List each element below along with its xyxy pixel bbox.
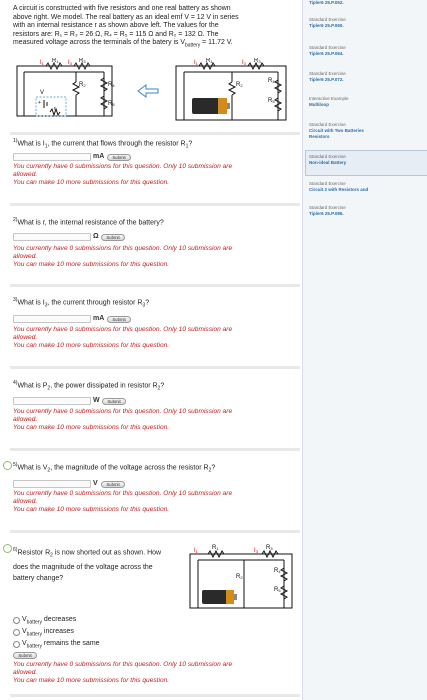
svg-text:R4: R4 bbox=[108, 82, 115, 88]
answer-input-3[interactable] bbox=[13, 315, 91, 323]
submission-feedback: You currently have 0 submissions for this question. Only 10 submission are allowed. You can make 10 more submissions for this question. bbox=[13, 661, 233, 684]
svg-text:R2: R2 bbox=[236, 574, 243, 580]
sidebar-item-name[interactable]: Tipler6 25.P.072. bbox=[309, 77, 344, 82]
intro-line: above right. We model. The real battery as an ideal emf V = 12 V in series bbox=[13, 13, 239, 21]
submission-feedback: You currently have 0 submissions for this question. Only 10 submission are allowed. You can make 10 more submissions for this question. bbox=[13, 326, 233, 349]
svg-text:R1: R1 bbox=[212, 545, 219, 551]
answer-input-4[interactable] bbox=[13, 397, 91, 405]
svg-text:R2: R2 bbox=[79, 82, 86, 88]
question-2-text: $^{2)}$What is r, the internal resistance of the battery? bbox=[13, 217, 164, 227]
answer-input-5[interactable] bbox=[13, 480, 91, 488]
sidebar-item[interactable] bbox=[309, 181, 426, 193]
option-radio[interactable] bbox=[13, 641, 20, 648]
battery-icon bbox=[192, 98, 230, 114]
shorted-circuit-diagram bbox=[188, 542, 300, 612]
sidebar-item-category: Standard Exercise bbox=[309, 205, 346, 210]
svg-text:r: r bbox=[54, 106, 56, 112]
sidebar-item-name[interactable]: Tipler6 25.P.064. bbox=[309, 51, 344, 56]
unit-label: mA bbox=[93, 153, 105, 160]
svg-text:V: V bbox=[40, 90, 45, 96]
question-5-text: $^{5)}$What is $V_2$, the magnitude of the voltage across the resistor $R_2$? bbox=[13, 462, 216, 474]
sidebar-item-category: Standard Exercise bbox=[309, 181, 346, 186]
unit-label: Ω bbox=[93, 233, 99, 240]
option-label[interactable]: $V_{battery}$ decreases bbox=[22, 616, 77, 626]
question-4-text: $^{4)}$What is $P_2$, the power dissipated in resistor $R_2$? bbox=[13, 380, 165, 392]
option-label[interactable]: $V_{battery}$ remains the same bbox=[22, 640, 100, 650]
unit-label: W bbox=[93, 397, 100, 404]
option-radio[interactable] bbox=[13, 629, 20, 636]
sidebar-item-category: Standard Exercise bbox=[309, 45, 346, 50]
intro-line: with an internal resistance r as shown above left. The values for the bbox=[13, 22, 219, 30]
svg-text:R5: R5 bbox=[268, 98, 275, 104]
question-1-text: $^{1)}$What is $I_1$, the current that flows through the resistor $R_1$? bbox=[13, 138, 193, 150]
sidebar-item-name[interactable]: Multiloop bbox=[309, 102, 329, 107]
battery-icon bbox=[202, 590, 237, 604]
option-radio[interactable] bbox=[13, 617, 20, 624]
submission-feedback: You currently have 0 submissions for this question. Only 10 submission are allowed. You can make 10 more submissions for this question. bbox=[13, 245, 233, 268]
sidebar-item-category: Standard Exercise bbox=[309, 154, 346, 159]
separator bbox=[10, 448, 300, 451]
problem-statement bbox=[13, 5, 295, 50]
svg-text:R1: R1 bbox=[52, 58, 59, 64]
sidebar-item-category: Interactive Example bbox=[309, 96, 349, 101]
svg-text:R5: R5 bbox=[108, 101, 115, 107]
separator bbox=[10, 132, 300, 135]
submission-feedback: You currently have 0 submissions for this question. Only 10 submission are allowed. You can make 10 more submissions for this question. bbox=[13, 163, 233, 186]
sidebar-item-category: Standard Exercise bbox=[309, 71, 346, 76]
unit-label: V bbox=[93, 480, 98, 487]
sidebar-item[interactable] bbox=[309, 45, 426, 57]
svg-text:+: + bbox=[38, 100, 41, 106]
submission-feedback: You currently have 0 submissions for this question. Only 10 submission are allowed. You can make 10 more submissions for this question. bbox=[13, 490, 233, 513]
sidebar-item-name[interactable]: Tipler6 25.P.060. bbox=[309, 23, 344, 28]
sidebar-item-name[interactable]: Non-ideal Battery bbox=[309, 160, 347, 165]
question-status-icon bbox=[3, 461, 12, 470]
option-label[interactable]: $V_{battery}$ increases bbox=[22, 628, 74, 638]
sidebar-item-name[interactable]: Resistors bbox=[309, 134, 330, 139]
circuit-diagram bbox=[16, 58, 292, 126]
svg-text:I1: I1 bbox=[194, 60, 198, 66]
separator bbox=[10, 284, 300, 287]
svg-text:I3: I3 bbox=[254, 548, 258, 554]
svg-text:R2: R2 bbox=[236, 82, 243, 88]
svg-text:R3: R3 bbox=[79, 58, 86, 64]
submission-feedback: You currently have 0 submissions for this question. Only 10 submission are allowed. You can make 10 more submissions for this question. bbox=[13, 408, 233, 431]
sidebar-item[interactable] bbox=[309, 205, 426, 217]
answer-input-1[interactable] bbox=[13, 153, 91, 161]
submit-button[interactable]: Submit bbox=[101, 234, 125, 241]
separator bbox=[10, 530, 300, 533]
separator bbox=[10, 694, 300, 697]
answer-input-2[interactable] bbox=[13, 233, 91, 241]
separator bbox=[10, 203, 300, 206]
submit-button[interactable]: Submit bbox=[13, 652, 37, 659]
unit-label: mA bbox=[93, 315, 105, 322]
sidebar-item-name[interactable]: Tipler6 25.P.052. bbox=[309, 0, 344, 5]
submit-button[interactable]: Submit bbox=[101, 481, 125, 488]
submit-button[interactable]: Submit bbox=[107, 154, 131, 161]
sidebar-item[interactable] bbox=[309, 17, 426, 29]
sidebar-item-category: Standard Exercise bbox=[309, 122, 346, 127]
svg-text:I1: I1 bbox=[194, 548, 198, 554]
submit-button[interactable]: Submit bbox=[107, 316, 131, 323]
svg-text:R3: R3 bbox=[254, 58, 261, 64]
svg-text:R1: R1 bbox=[206, 58, 213, 64]
sidebar-item-name[interactable]: Tipler6 25.P.086. bbox=[309, 211, 344, 216]
sidebar bbox=[302, 0, 427, 700]
submit-button[interactable]: Submit bbox=[102, 398, 126, 405]
intro-line: measured voltage across the terminals of the batery is $V_{battery} = 11.72$ V. bbox=[13, 39, 233, 49]
intro-line: A circuit is constructed with five resistors and one real battery as shown bbox=[13, 5, 231, 12]
question-status-icon bbox=[3, 544, 12, 553]
question-3-text: $^{3)}$What is $I_3$, the current through resistor $R_3$? bbox=[13, 297, 150, 309]
svg-text:R3: R3 bbox=[266, 545, 273, 551]
svg-text:I3: I3 bbox=[68, 60, 72, 66]
svg-text:R4: R4 bbox=[274, 568, 281, 574]
sidebar-item-name[interactable]: Circuit with Two Batteries bbox=[309, 128, 364, 133]
label-i1: I1 bbox=[40, 60, 44, 66]
svg-text:R5: R5 bbox=[274, 587, 281, 593]
arrow-left-icon bbox=[138, 85, 158, 97]
sidebar-item[interactable] bbox=[309, 96, 426, 108]
separator bbox=[10, 366, 300, 369]
sidebar-item-active[interactable] bbox=[309, 154, 426, 166]
svg-text:I3: I3 bbox=[242, 60, 246, 66]
question-6-text: $^{6)}$Resistor $R_2$ is now shorted out as shown. How does the magnitude of the voltage across the battery change? bbox=[13, 547, 162, 582]
intro-line: resistors are: R₁ = R₃ = 26 Ω, R₄ = R₅ = 115 Ω and R₂ = 132 Ω. The bbox=[13, 30, 219, 38]
sidebar-item[interactable] bbox=[309, 122, 426, 140]
sidebar-item[interactable] bbox=[309, 71, 426, 83]
sidebar-item[interactable] bbox=[309, 0, 426, 6]
svg-text:R4: R4 bbox=[268, 78, 275, 84]
sidebar-item-category: Standard Exercise bbox=[309, 17, 346, 22]
sidebar-item-name[interactable]: Circuit 2 with Resistors and bbox=[309, 187, 369, 192]
